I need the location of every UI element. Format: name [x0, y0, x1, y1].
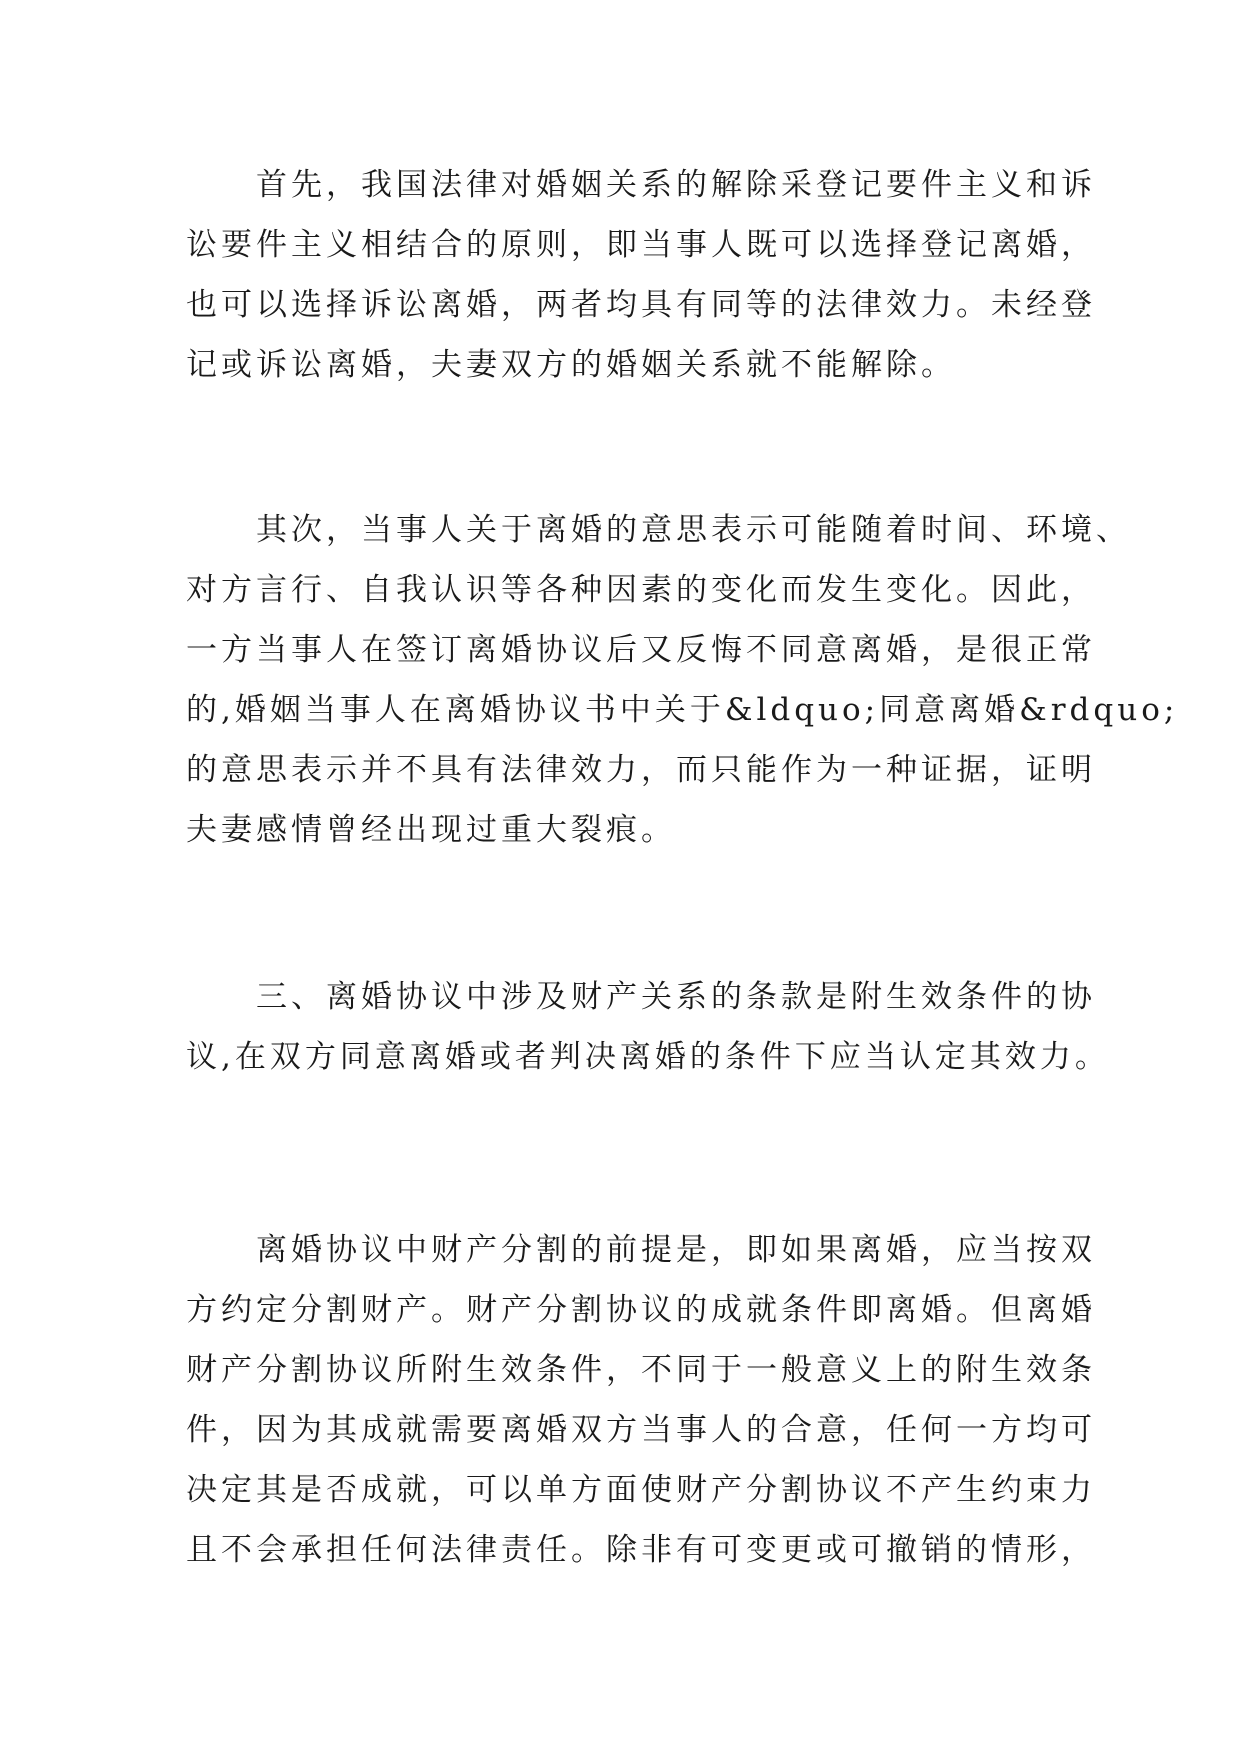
text-line: 件，因为其成就需要离婚双方当事人的合意，任何一方均可: [186, 1412, 1096, 1448]
text-line: 且不会承担任何法律责任。除非有可变更或可撤销的情形，: [186, 1532, 1096, 1568]
text-line: 讼要件主义相结合的原则，即当事人既可以选择登记离婚，: [186, 227, 1096, 263]
text-line: 首先，我国法律对婚姻关系的解除采登记要件主义和诉: [256, 167, 1096, 203]
text-line: 决定其是否成就，可以单方面使财产分割协议不产生约束力: [186, 1472, 1096, 1508]
text-line: 财产分割协议所附生效条件，不同于一般意义上的附生效条: [186, 1352, 1096, 1388]
text-line: 夫妻感情曾经出现过重大裂痕。: [186, 812, 676, 848]
paragraph-registration-and-litigation: [186, 155, 1096, 395]
text-line: 的,婚姻当事人在离婚协议书中关于&ldquo;同意离婚&rdquo;: [186, 692, 1179, 728]
paragraph-section-three-heading: [186, 967, 1110, 1087]
paragraph-intent-changes: [186, 500, 1179, 860]
text-line: 也可以选择诉讼离婚，两者均具有同等的法律效力。未经登: [186, 287, 1096, 323]
text-line: 的意思表示并不具有法律效力，而只能作为一种证据，证明: [186, 752, 1096, 788]
text-line: 其次，当事人关于离婚的意思表示可能随着时间、环境、: [256, 512, 1131, 548]
text-line: 对方言行、自我认识等各种因素的变化而发生变化。因此，: [186, 572, 1096, 608]
text-line: 三、离婚协议中涉及财产关系的条款是附生效条件的协: [256, 979, 1096, 1015]
paragraph-property-division: [186, 1220, 1096, 1580]
text-line: 离婚协议中财产分割的前提是，即如果离婚，应当按双: [256, 1232, 1096, 1268]
text-line: 一方当事人在签订离婚协议后又反悔不同意离婚，是很正常: [186, 632, 1096, 668]
text-line: 方约定分割财产。财产分割协议的成就条件即离婚。但离婚: [186, 1292, 1096, 1328]
text-line: 记或诉讼离婚，夫妻双方的婚姻关系就不能解除。: [186, 347, 956, 383]
text-line: 议,在双方同意离婚或者判决离婚的条件下应当认定其效力。: [186, 1039, 1110, 1075]
